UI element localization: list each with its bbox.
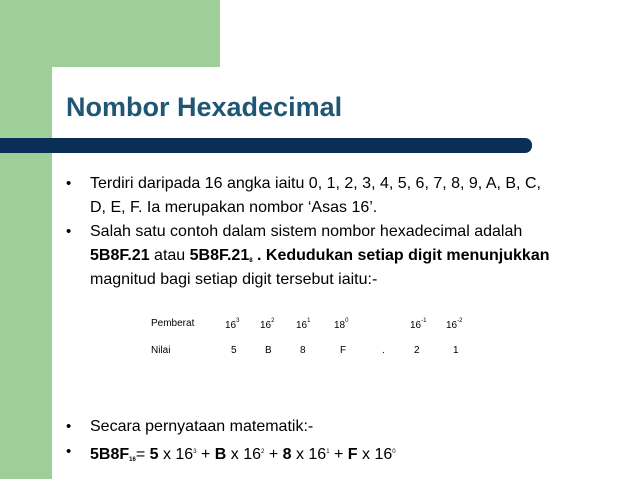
table-cell: 1 (453, 345, 459, 356)
bullet-4-equation: $5B8F_{16}= 5$ x $16^3 + B$ x $16^2 + 8$ x $16^1 + F$ x $16^0$ (90, 446, 396, 463)
bullet-1-line-1: Terdiri daripada 16 angka iaitu 0, 1, 2, 3, 4, 5, 6, 7, 8, 9, A, B, C, (90, 175, 541, 192)
bullet-marker: • (66, 443, 72, 460)
bullet-2-line-3: magnitud bagi setiap digit tersebut iaitu:- (90, 271, 378, 288)
bullet-marker: • (66, 418, 72, 435)
table-cell: $16^3$ (225, 318, 240, 331)
bullet-3: Secara pernyataan matematik:- (90, 418, 314, 435)
table-cell: $16^{-1}$ (410, 318, 427, 331)
bullet-2-rest: . Kedudukan setiap digit menunjukkan (252, 247, 550, 264)
table-cell: B (265, 345, 272, 356)
table-row-label: Pemberat (151, 318, 195, 329)
slide-title: Nombor Hexadecimal (66, 92, 343, 122)
base-subscript: 8 (249, 258, 253, 264)
table-row-label: Nilai (151, 345, 171, 356)
hex-number-2: 5B8F.21 (189, 247, 250, 264)
bullet-marker: • (66, 223, 72, 240)
title-rule (0, 138, 532, 153)
table-cell: $16^1$ (296, 318, 311, 331)
table-cell: 5 (231, 345, 237, 356)
connector-text: atau (149, 247, 190, 264)
bullet-2-line-1: Salah satu contoh dalam sistem nombor hexadecimal adalah (90, 223, 523, 240)
bullet-marker: • (66, 175, 72, 192)
table-cell: . (382, 345, 385, 356)
hex-number-1: 5B8F.21 (90, 247, 150, 264)
table-cell: 8 (300, 345, 306, 356)
table-cell: $18^0$ (334, 318, 349, 331)
decorative-green-side (0, 0, 52, 479)
table-cell: $16^2$ (260, 318, 275, 331)
table-cell: 2 (414, 345, 420, 356)
table-cell: $16^{-2}$ (446, 318, 463, 331)
table-cell: F (340, 345, 347, 356)
bullet-1-line-2: D, E, F. Ia merupakan nombor ‘Asas 16’. (90, 199, 378, 216)
